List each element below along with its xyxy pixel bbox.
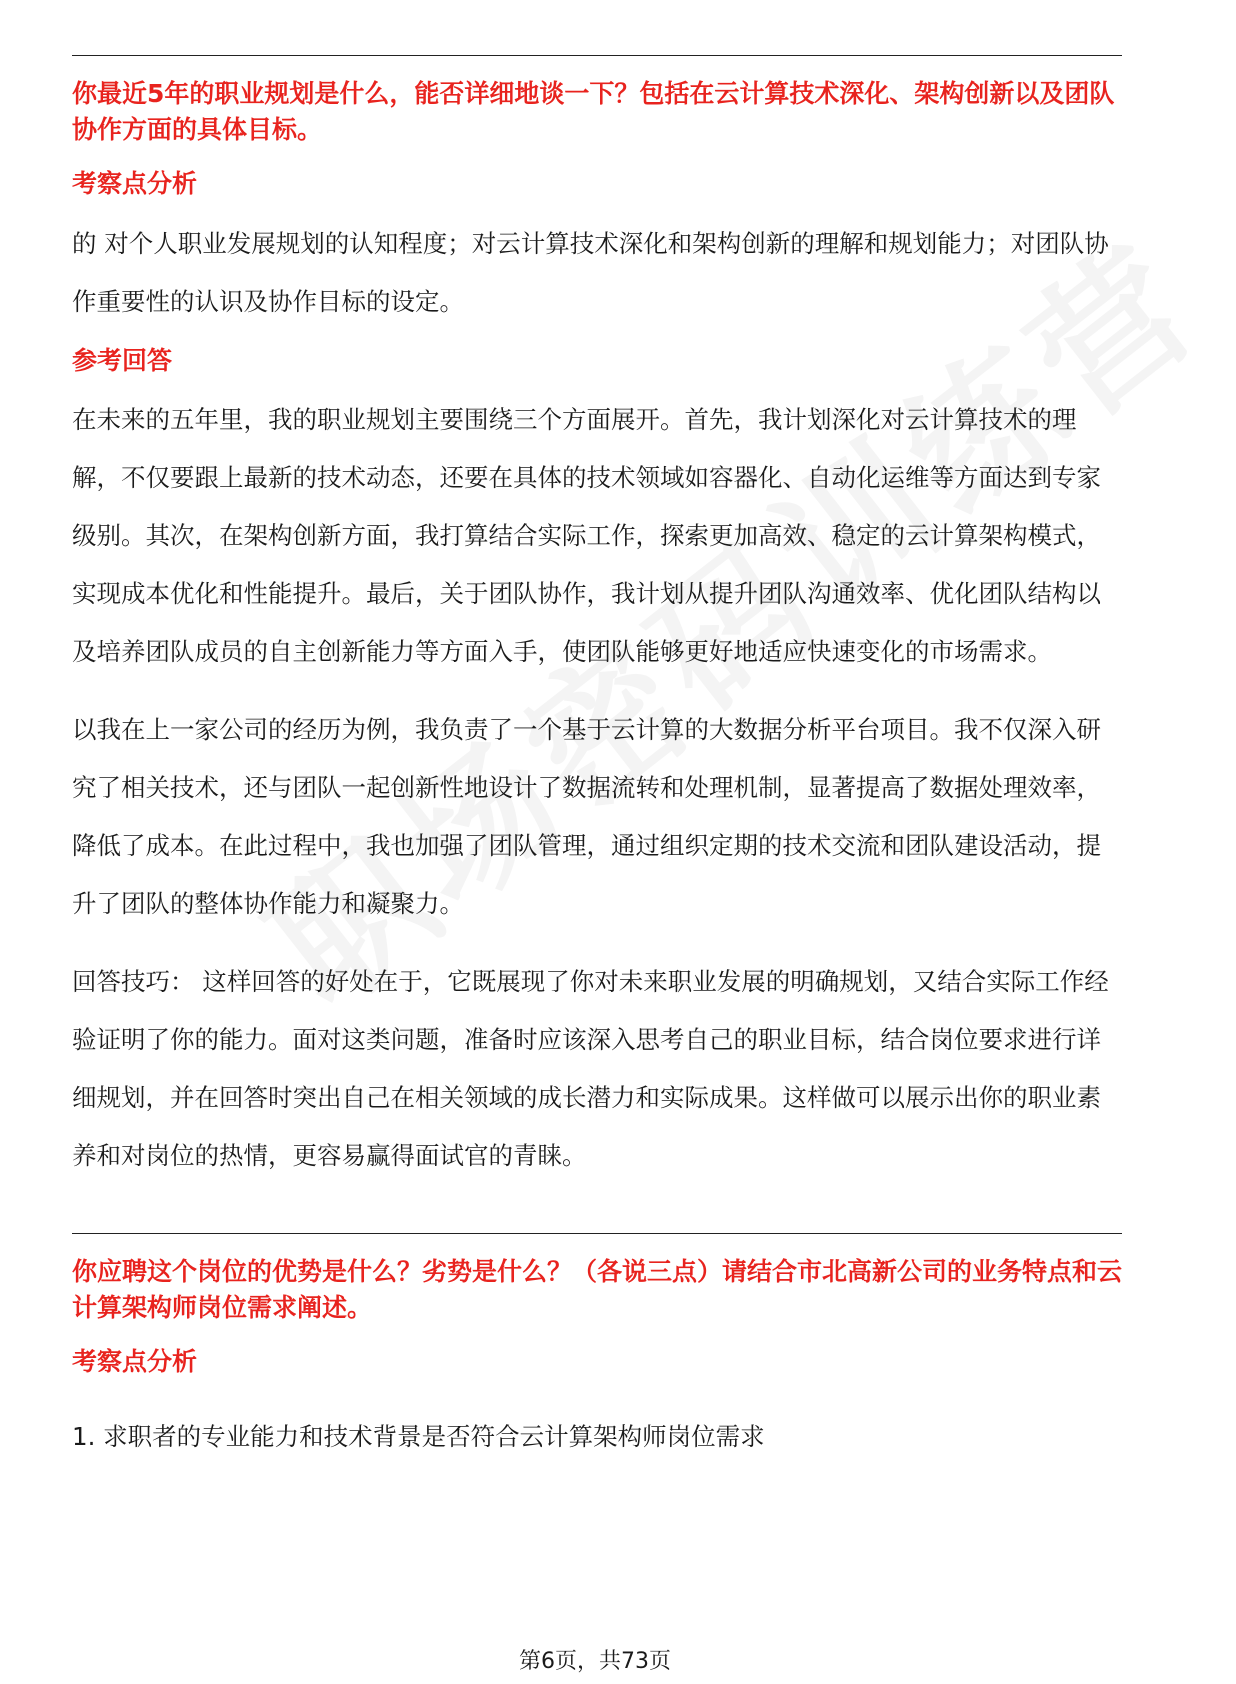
answer-tips-paragraph: 回答技巧： 这样回答的好处在于，它既展现了你对未来职业发展的明确规划，又结合实际工作经验证明了你的能力。面对这类问题，准备时应该深入思考自己的职业目标，结合岗位要求进行详细规划，并在回答时突出自己在相关领域的成长潜力和实际成果。这样做可以展示出你的职业素养和对岗位的热情，更容易赢得面试官的青睐。 bbox=[72, 967, 1109, 1170]
analysis-text: 的 对个人职业发展规划的认知程度；对云计算技术深化和架构创新的理解和规划能力；对团队协作重要性的认识及协作目标的设定。 bbox=[72, 229, 1109, 316]
analysis-heading: 考察点分析 bbox=[72, 169, 198, 198]
question-title: 你应聘这个岗位的优势是什么？劣势是什么？（各说三点）请结合市北高新公司的业务特点和云计算架构师岗位需求阐述。 bbox=[72, 1257, 1123, 1322]
page-content bbox=[72, 0, 1123, 1451]
answer-heading: 参考回答 bbox=[72, 346, 173, 375]
analysis-heading: 考察点分析 bbox=[72, 1347, 198, 1376]
page-footer bbox=[0, 1647, 1190, 1677]
page-number: 第6页，共73页 bbox=[515, 1649, 675, 1674]
analysis-list-item: 1. 求职者的专业能力和技术背景是否符合云计算架构师岗位需求 bbox=[72, 1422, 765, 1451]
section-divider bbox=[72, 1233, 1122, 1234]
question-title: 你最近5年的职业规划是什么，能否详细地谈一下？包括在云计算技术深化、架构创新以及团队协作方面的具体目标。 bbox=[72, 79, 1115, 144]
answer-paragraph: 在未来的五年里，我的职业规划主要围绕三个方面展开。首先，我计划深化对云计算技术的理解，不仅要跟上最新的技术动态，还要在具体的技术领域如容器化、自动化运维等方面达到专家级别。其次，在架构创新方面，我打算结合实际工作，探索更加高效、稳定的云计算架构模式，实现成本优化和性能提升。最后，关于团队协作，我计划从提升团队沟通效率、优化团队结构以及培养团队成员的自主创新能力等方面入手，使团队能够更好地适应快速变化的市场需求。 bbox=[72, 405, 1101, 666]
top-divider bbox=[72, 55, 1122, 56]
answer-paragraph: 以我在上一家公司的经历为例，我负责了一个基于云计算的大数据分析平台项目。我不仅深入研究了相关技术，还与团队一起创新性地设计了数据流转和处理机制，显著提高了数据处理效率，降低了成本。在此过程中，我也加强了团队管理，通过组织定期的技术交流和团队建设活动，提升了团队的整体协作能力和凝聚力。 bbox=[72, 715, 1101, 918]
